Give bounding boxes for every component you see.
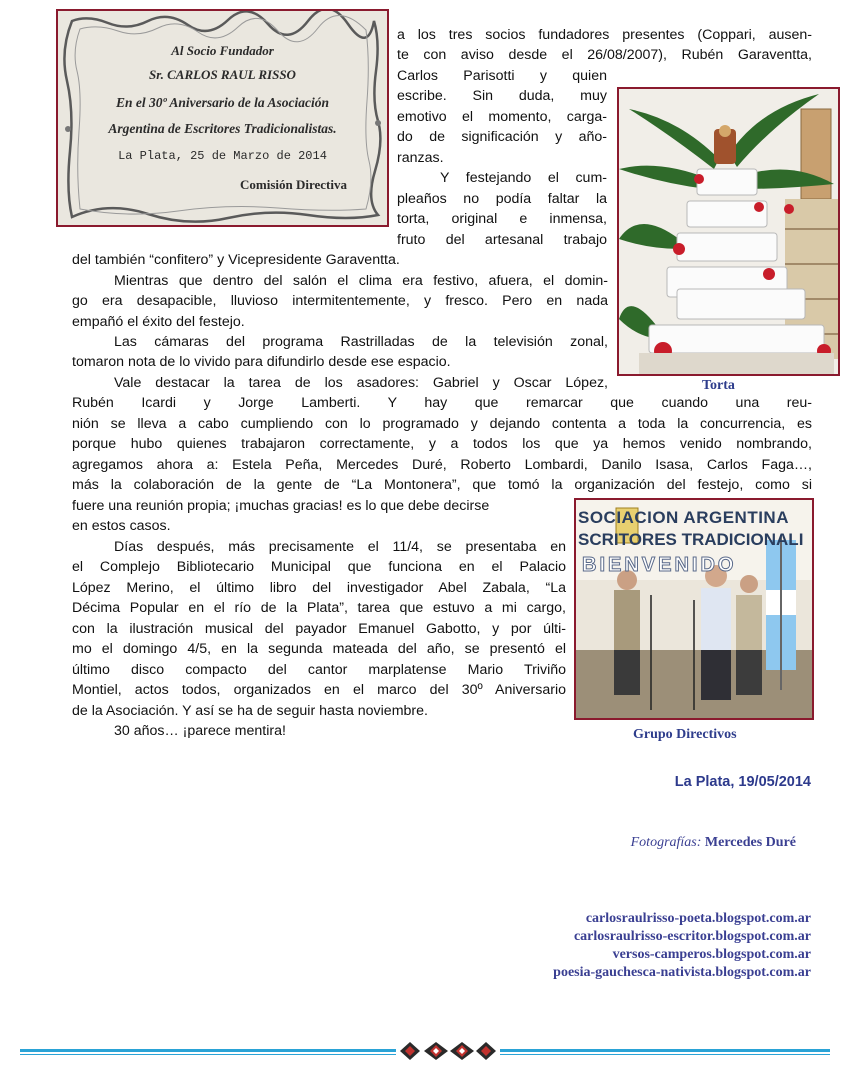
body-line: con la ilustración musical del payador Emanuel Gabotto, y por últi-: [72, 621, 566, 637]
body-line: López Merino, el último libro del investigador Abel Zabala, “La: [72, 580, 566, 596]
body-line: empañó el éxito del festejo.: [72, 314, 245, 330]
photo-credit: [631, 835, 796, 851]
photo-credit-label: Fotografías:: [630, 835, 702, 850]
body-line: te con aviso desde el 26/08/2007), Rubén Garaventta,: [397, 47, 812, 63]
blog-link-poeta[interactable]: carlosraulrisso-poeta.blogspot.com.ar: [585, 911, 811, 926]
blog-link-escritor[interactable]: carlosraulrisso-escritor.blogspot.com.ar: [573, 929, 811, 944]
body-line: fuere una reunión propia; ¡muchas gracias! es lo que debe decirse: [72, 498, 490, 514]
banner-line-1: SOCIACION ARGENTINA: [578, 508, 789, 527]
body-line: fruto del artesanal trabajo: [397, 232, 607, 248]
plaque-line-2: Sr. CARLOS RAUL RISSO: [149, 67, 296, 82]
caption-grupo-directivos: Grupo Directivos: [633, 727, 737, 742]
body-line: Décima Popular en el río de la Plata”, tarea que estuvo a mi cargo,: [72, 600, 566, 616]
body-line: de la Asociación. Y así se ha de seguir hasta noviembre.: [72, 703, 428, 719]
gaucho-ornament-icon: [400, 1040, 496, 1062]
body-line: tomaron nota de lo vivido para difundirlo desde ese espacio.: [72, 354, 451, 370]
caption-torta: Torta: [702, 378, 735, 393]
body-line: pleaños no podía faltar la: [397, 191, 607, 207]
body-line: porque hubo quienes trabajaron correctamente, y a todos los que ya hemos venido nombrando,: [72, 436, 812, 452]
body-line: mo el domingo 4/5, en la segunda mateada del año, se presentó el: [72, 641, 566, 657]
blog-link-poesia-gauchesca[interactable]: poesia-gauchesca-nativista.blogspot.com.ar: [553, 965, 811, 980]
group-photo: [574, 498, 814, 720]
blog-link-versos-camperos[interactable]: versos-camperos.blogspot.com.ar: [612, 947, 811, 962]
body-line: go era desapacible, lluvioso intermitentemente, y fresco. Pero en nada: [72, 293, 608, 309]
cake-photo: [617, 87, 840, 376]
plaque-line-5: La Plata, 25 de Marzo de 2014: [118, 149, 327, 163]
photo-credit-author: Mercedes Duré: [704, 835, 796, 850]
plaque-line-4: Argentina de Escritores Tradicionalistas.: [108, 121, 337, 136]
body-line: Las cámaras del programa Rastrilladas de la televisión zonal,: [114, 334, 608, 350]
body-line: del también “confitero” y Vicepresidente Garaventta.: [72, 252, 400, 268]
body-line: a los tres socios fundadores presentes (Coppari, ausen-: [397, 27, 812, 43]
cake-illustration: [619, 89, 838, 374]
plaque-line-6: Comisión Directiva: [240, 177, 347, 192]
body-line: Mientras que dentro del salón el clima era festivo, afuera, el domin-: [114, 273, 608, 289]
body-line: torta, original e inmensa,: [397, 211, 607, 227]
body-line: Vale destacar la tarea de los asadores: Gabriel y Oscar López,: [114, 375, 608, 391]
plaque-photo: [56, 9, 389, 227]
footer-divider-left: [20, 1049, 396, 1055]
body-line: Carlos Parisotti y quien: [397, 68, 607, 84]
body-line: emotivo el momento, carga-: [397, 109, 607, 125]
body-line: escribe. Sin duda, muy: [397, 88, 607, 104]
body-line: más la colaboración de la gente de “La Montonera”, que tomó la organización del festejo, como si: [72, 477, 812, 493]
body-line: Y festejando el cum-: [440, 170, 607, 186]
body-line: 30 años… ¡parece mentira!: [114, 723, 286, 739]
footer-divider-right: [500, 1049, 830, 1055]
body-line: en estos casos.: [72, 518, 171, 534]
body-line: Rubén Icardi y Jorge Lamberti. Y hay que remarcar que cuando una reu-: [72, 395, 812, 411]
place-date: La Plata, 19/05/2014: [674, 774, 811, 790]
plaque-line-1: Al Socio Fundador: [171, 43, 274, 58]
banner-line-2: SCRITORES TRADICIONALI: [578, 530, 804, 549]
body-line: Días después, más precisamente el 11/4, se presentaba en: [114, 539, 566, 555]
banner-line-3: BIENVENIDO: [582, 554, 737, 576]
body-line: el Complejo Bibliotecario Municipal que funciona en el Palacio: [72, 559, 566, 575]
body-line: do de significación y año-: [397, 129, 607, 145]
body-line: agregamos ahora a: Estela Peña, Mercedes Duré, Roberto Lombardi, Danilo Isasa, Carlos Faga…,: [72, 457, 812, 473]
plaque-line-3: En el 30º Aniversario de la Asociación: [115, 95, 330, 110]
body-line: Montiel, actos todos, organizados en el marco del 30º Aniversario: [72, 682, 566, 698]
body-line: ranzas.: [397, 150, 444, 166]
body-line: nión se lleva a cabo cumpliendo con lo programado y dejando contenta a toda la concurrencia, es: [72, 416, 812, 432]
body-line: último disco compacto del cantor marplatense Mario Triviño: [72, 662, 566, 678]
